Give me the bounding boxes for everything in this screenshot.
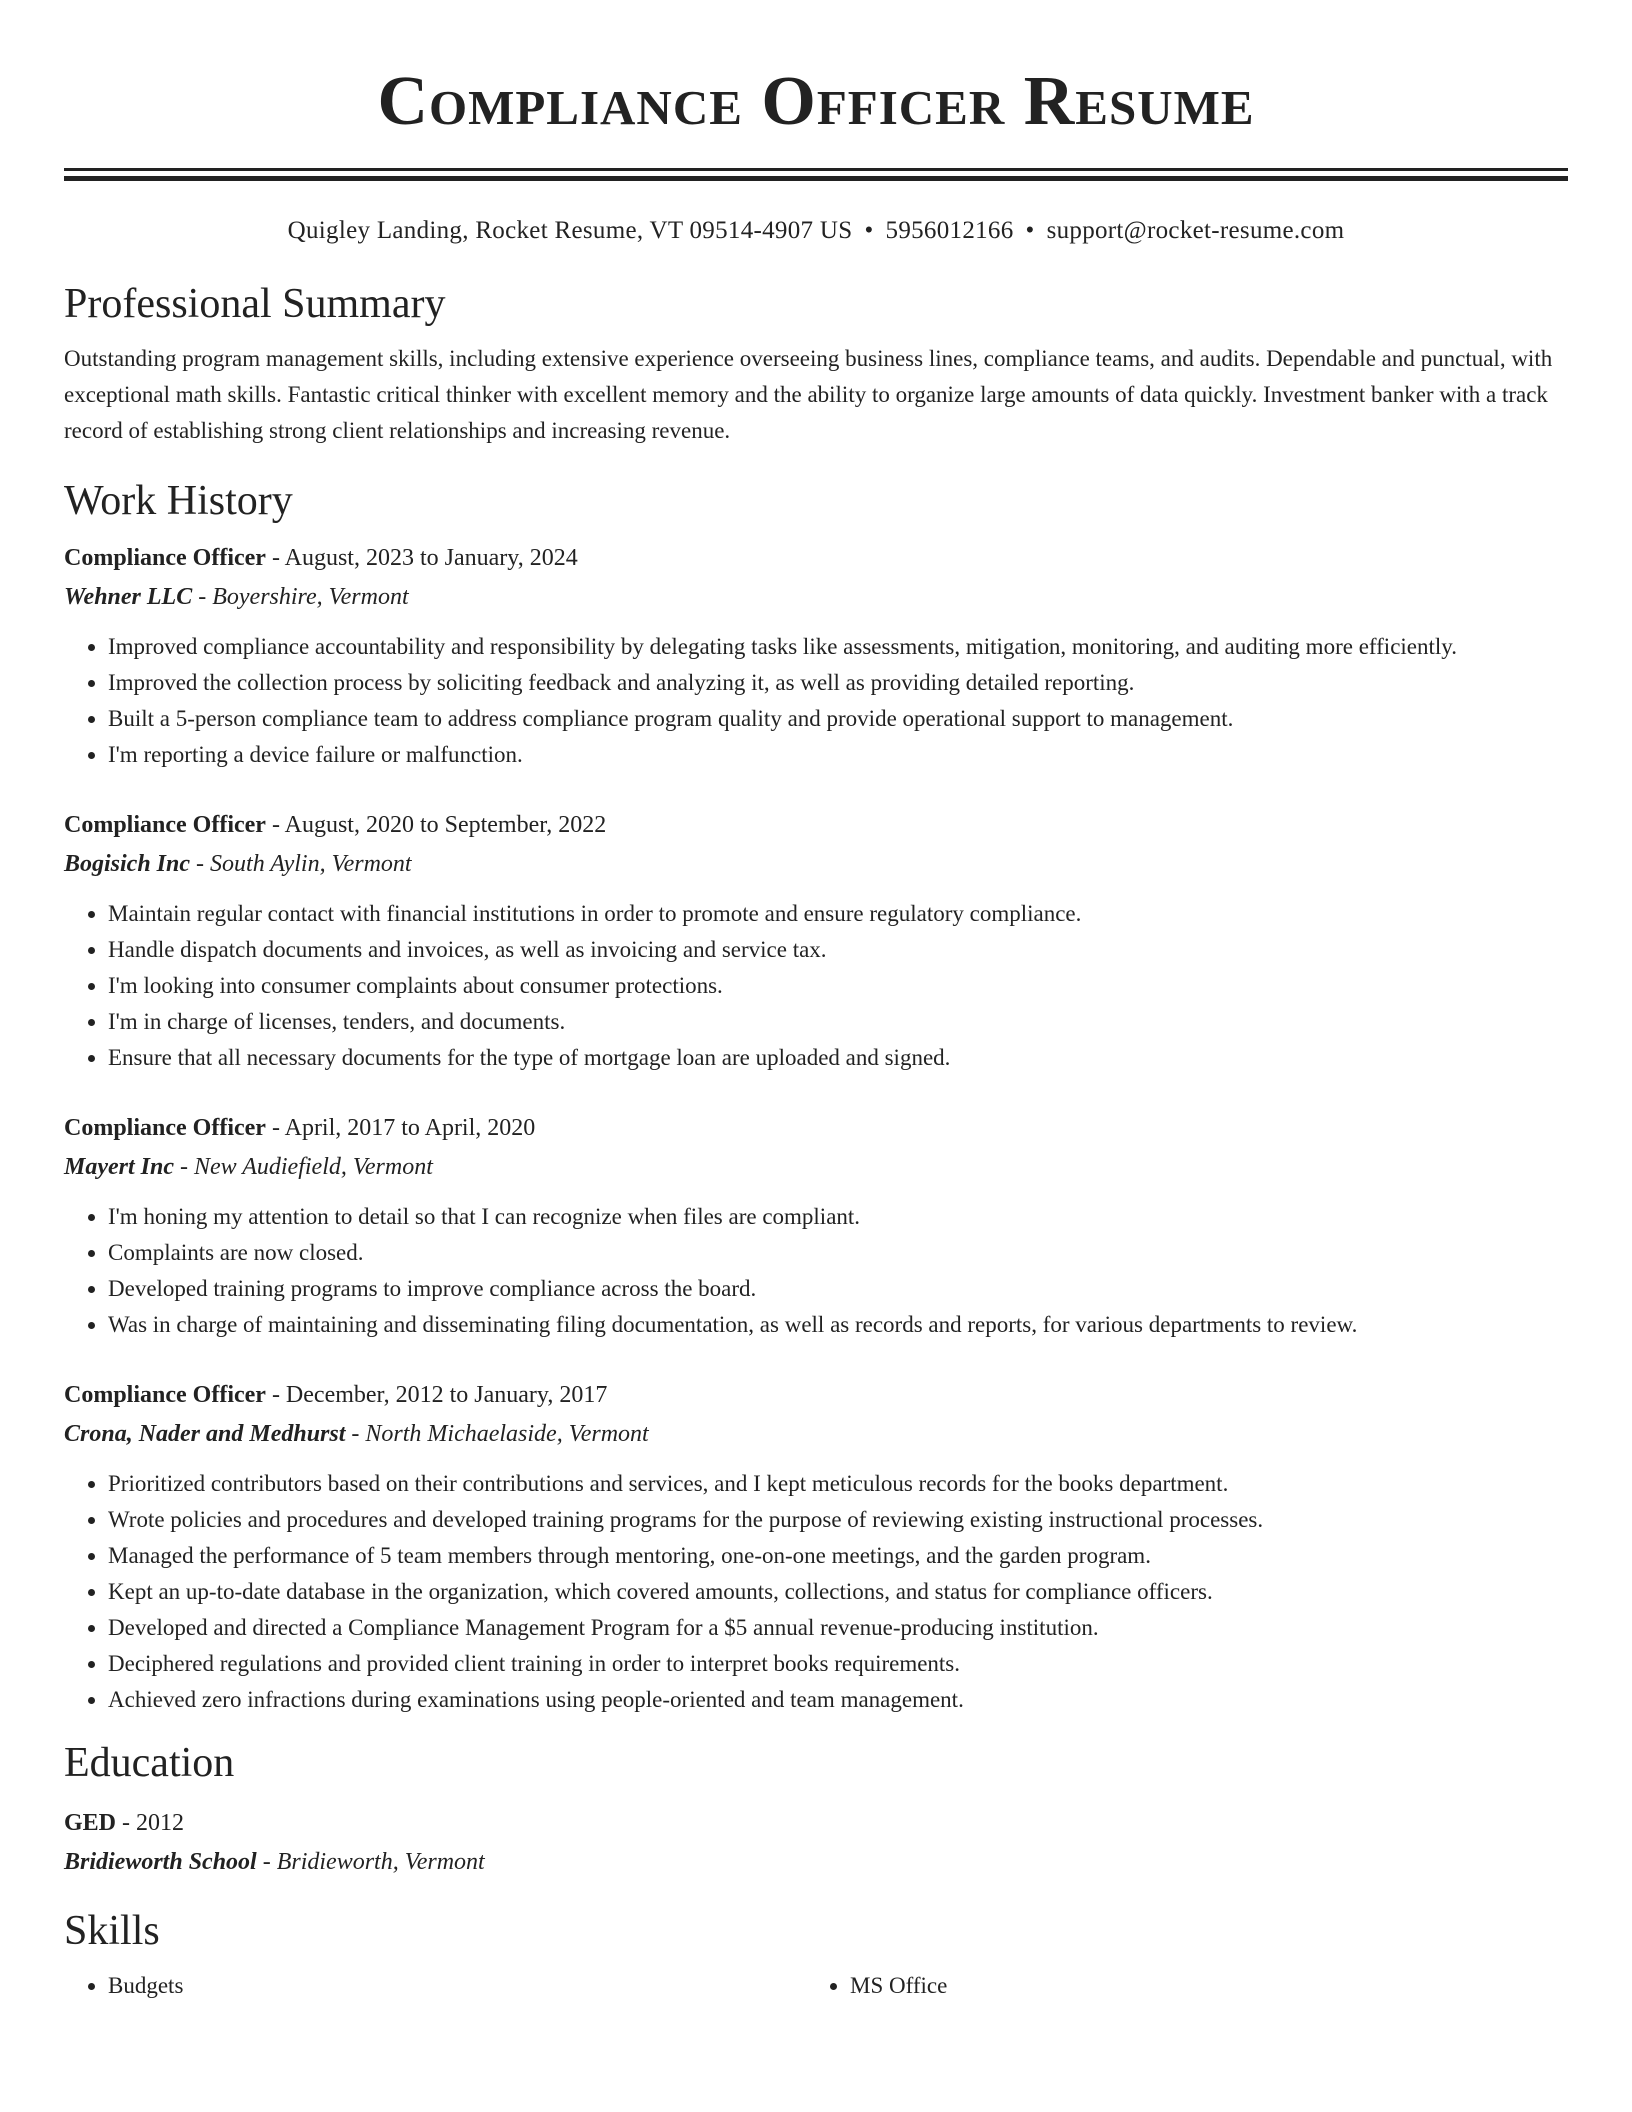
title-divider-top: [64, 168, 1568, 171]
job-title: Compliance Officer: [64, 1382, 266, 1408]
job-duties-list: [64, 1199, 1568, 1343]
company-line: [64, 845, 1568, 884]
job-duty: • Prioritized contributors based on their contributions and services, and I kept meticulous records for the books department.: [108, 1466, 1568, 1502]
job-duty: • Maintain regular contact with financial institutions in order to promote and ensure regulatory compliance.: [108, 896, 1568, 932]
job-duty: • Managed the performance of 5 team members through mentoring, one-on-one meetings, and the garden program.: [108, 1538, 1568, 1574]
job-dates: - August, 2020 to September, 2022: [265, 812, 607, 838]
contact-address: Quigley Landing, Rocket Resume, VT 09514-4907 US: [287, 217, 853, 244]
job-dates: - December, 2012 to January, 2017: [265, 1382, 608, 1408]
company-line: [64, 1415, 1568, 1454]
job-duty: • I'm in charge of licenses, tenders, and documents.: [108, 1004, 1568, 1040]
job-title-line: [64, 1109, 1568, 1148]
job-duties-list: [64, 896, 1568, 1076]
company-location: - New Audiefield, Vermont: [174, 1154, 433, 1180]
company-name: Crona, Nader and Medhurst: [64, 1421, 346, 1447]
skill-item: • Budgets: [108, 1968, 850, 2004]
job-entry: [64, 1376, 1568, 1718]
job-dates: - April, 2017 to April, 2020: [265, 1115, 536, 1141]
job-duty: • Developed and directed a Compliance Management Program for a $5 annual revenue-producing institution.: [108, 1610, 1568, 1646]
job-duty: • Achieved zero infractions during examinations using people-oriented and team management.: [108, 1682, 1568, 1718]
company-location: - Boyershire, Vermont: [192, 584, 409, 610]
job-duty: • Was in charge of maintaining and disseminating filing documentation, as well as records and reports, for various departments to review.: [108, 1307, 1568, 1343]
company-name: Mayert Inc: [64, 1154, 174, 1180]
job-title: Compliance Officer: [64, 545, 266, 571]
summary-heading: Professional Summary: [64, 281, 446, 327]
job-title: Compliance Officer: [64, 812, 266, 838]
degree: GED: [64, 1810, 117, 1836]
job-entry: [64, 806, 1568, 1076]
summary-text: Outstanding program management skills, including extensive experience overseeing business lines, compliance teams, and audits. Dependable and punctual, with exceptional math skills. Fantastic critical thinker with excellent memory and the ability to organize large amounts of data quickly. Investment banker with a track record of establishing strong client relationships and increasing revenue.: [64, 346, 1553, 443]
job-dates: - August, 2023 to January, 2024: [265, 545, 578, 571]
company-line: [64, 1148, 1568, 1187]
job-duty: • Built a 5-person compliance team to address compliance program quality and provide operational support to management.: [108, 701, 1568, 737]
job-title-line: [64, 539, 1568, 578]
company-name: Wehner LLC: [64, 584, 193, 610]
resume-title: Compliance Officer Resume: [377, 63, 1255, 140]
job-duties-list: [64, 1466, 1568, 1718]
job-duty: • Ensure that all necessary documents for the type of mortgage loan are uploaded and signed.: [108, 1040, 1568, 1076]
contact-separator: •: [1025, 217, 1035, 244]
job-title-line: [64, 1376, 1568, 1415]
job-duty: • Deciphered regulations and provided client training in order to interpret books requirements.: [108, 1646, 1568, 1682]
job-entry: [64, 539, 1568, 773]
contact-phone: 5956012166: [885, 217, 1014, 244]
job-duty: • Improved compliance accountability and responsibility by delegating tasks like assessments, mitigation, monitoring, and auditing more efficiently.: [108, 629, 1568, 665]
skills-heading: Skills: [64, 1908, 160, 1954]
job-duty: • Developed training programs to improve compliance across the board.: [108, 1271, 1568, 1307]
job-entry: [64, 1109, 1568, 1343]
company-line: [64, 578, 1568, 617]
school-line: [64, 1843, 1568, 1882]
contact-email[interactable]: support@rocket-resume.com: [1046, 217, 1345, 244]
contact-line: [64, 215, 1568, 247]
company-name: Bogisich Inc: [64, 851, 191, 877]
education-heading: Education: [64, 1740, 235, 1786]
degree-line: [64, 1804, 1568, 1843]
job-duty: • Complaints are now closed.: [108, 1235, 1568, 1271]
job-duties-list: [64, 629, 1568, 773]
company-location: - South Aylin, Vermont: [190, 851, 412, 877]
school-location: - Bridieworth, Vermont: [256, 1849, 485, 1875]
job-duty: • Handle dispatch documents and invoices, as well as invoicing and service tax.: [108, 932, 1568, 968]
job-duty: • I'm reporting a device failure or malfunction.: [108, 737, 1568, 773]
education-entry: [64, 1804, 1568, 1882]
title-divider-bottom: [64, 176, 1568, 181]
job-title: Compliance Officer: [64, 1115, 266, 1141]
skill-item: • MS Office: [850, 1968, 1550, 2004]
school-name: Bridieworth School: [64, 1849, 257, 1875]
contact-separator: •: [864, 217, 874, 244]
job-duty: • Improved the collection process by soliciting feedback and analyzing it, as well as providing detailed reporting.: [108, 665, 1568, 701]
job-title-line: [64, 806, 1568, 845]
job-duty: • I'm honing my attention to detail so that I can recognize when files are compliant.: [108, 1199, 1568, 1235]
resume-page: [64, 0, 1568, 2004]
company-location: - North Michaelaside, Vermont: [345, 1421, 649, 1447]
skills-list: [64, 1968, 1568, 2004]
degree-year: - 2012: [116, 1810, 185, 1836]
job-duty: • Kept an up-to-date database in the organization, which covered amounts, collections, and status for compliance officers.: [108, 1574, 1568, 1610]
job-duty: • Wrote policies and procedures and developed training programs for the purpose of reviewing existing instructional processes.: [108, 1502, 1568, 1538]
work-history-heading: Work History: [64, 478, 293, 524]
job-duty: • I'm looking into consumer complaints about consumer protections.: [108, 968, 1568, 1004]
